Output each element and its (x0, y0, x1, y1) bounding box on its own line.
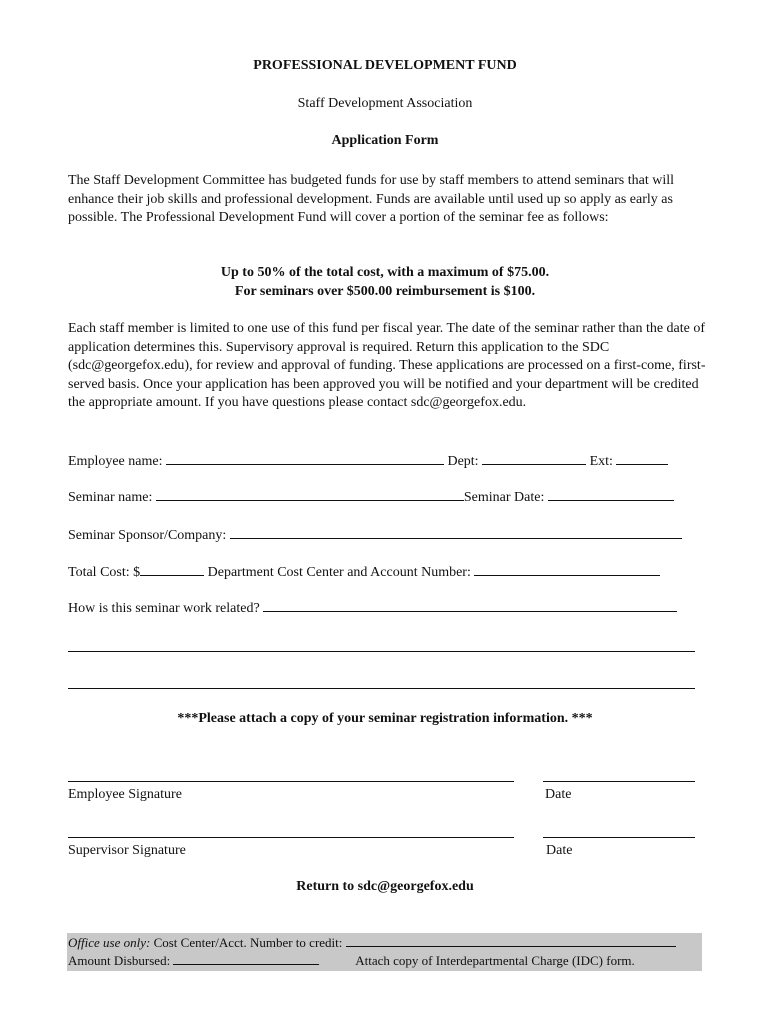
work-related-field[interactable] (263, 599, 677, 612)
total-cost-label: Total Cost: $ (68, 565, 141, 580)
office-row-1 (68, 935, 676, 951)
employee-date-label: Date (545, 787, 572, 802)
supervisor-signature-label: Supervisor Signature (68, 843, 186, 858)
employee-name-field[interactable] (166, 452, 444, 465)
seminar-date-label: Seminar Date: (463, 490, 545, 505)
total-cost-field[interactable] (140, 563, 204, 576)
office-use-box (67, 933, 702, 971)
attach-note: ***Please attach a copy of your seminar registration information. *** (177, 711, 593, 726)
amount-disbursed-field[interactable] (173, 953, 319, 965)
employee-name-label: Employee name: (68, 454, 163, 469)
office-cost-center-field[interactable] (346, 935, 676, 947)
form-title: PROFESSIONAL DEVELOPMENT FUND (253, 58, 517, 73)
cost-row (68, 563, 660, 581)
ext-field[interactable] (616, 452, 668, 465)
terms-line-1: Up to 50% of the total cost, with a maximum of $75.00. (220, 265, 550, 280)
seminar-name-label: Seminar name: (68, 490, 153, 505)
dept-field[interactable] (482, 452, 586, 465)
office-row-2 (68, 953, 635, 969)
employee-date-line[interactable] (543, 781, 695, 782)
supervisor-signature-line[interactable] (68, 837, 514, 838)
office-cost-center-label: Cost Center/Acct. Number to credit: (153, 935, 343, 950)
cost-center-field[interactable] (474, 563, 660, 576)
supervisor-date-line[interactable] (543, 837, 695, 838)
idc-note: Attach copy of Interdepartmental Charge (IDC) form. (355, 953, 635, 968)
sponsor-label: Seminar Sponsor/Company: (68, 528, 227, 543)
sponsor-field[interactable] (230, 526, 682, 539)
seminar-row (68, 488, 674, 506)
return-note: Return to sdc@georgefox.edu (296, 879, 474, 894)
work-related-row (68, 599, 677, 617)
organization-name: Staff Development Association (297, 96, 473, 111)
form-subtitle: Application Form (331, 133, 439, 148)
terms-line-2: For seminars over $500.00 reimbursement is $100. (234, 284, 536, 299)
work-related-extra-line-2[interactable] (68, 688, 695, 689)
work-related-label: How is this seminar work related? (68, 601, 260, 616)
cost-center-label: Department Cost Center and Account Number: (207, 565, 471, 580)
intro-paragraph: The Staff Development Committee has budgeted funds for use by staff members to attend seminars that will enhance their job skills and professional development. Funds are available until used up so apply as early as possible. The Professional Development Fund will cover a portion of the seminar fee as follows: (68, 173, 675, 225)
employee-signature-label: Employee Signature (68, 787, 182, 802)
office-use-label: Office use only: (68, 935, 151, 950)
policy-paragraph: Each staff member is limited to one use of this fund per fiscal year. The date of the seminar rather than the date of application determines this. Supervisory approval is required. Return this application to the SDC (sdc@georgefox.edu), for review and approval of funding. These applications are processed on a first-come, first-served basis. Once your application has been approved you will be notified and your department will be credited the appropriate amount. If you have questions please contact sdc@georgefox.edu. (68, 321, 706, 410)
amount-disbursed-label: Amount Disbursed: (68, 953, 171, 968)
ext-label: Ext: (589, 454, 613, 469)
seminar-name-field[interactable] (156, 488, 464, 501)
sponsor-row (68, 526, 682, 544)
seminar-date-field[interactable] (548, 488, 674, 501)
work-related-extra-line-1[interactable] (68, 651, 695, 652)
employee-signature-line[interactable] (68, 781, 514, 782)
employee-row (68, 452, 668, 470)
dept-label: Dept: (447, 454, 479, 469)
supervisor-date-label: Date (546, 843, 573, 858)
